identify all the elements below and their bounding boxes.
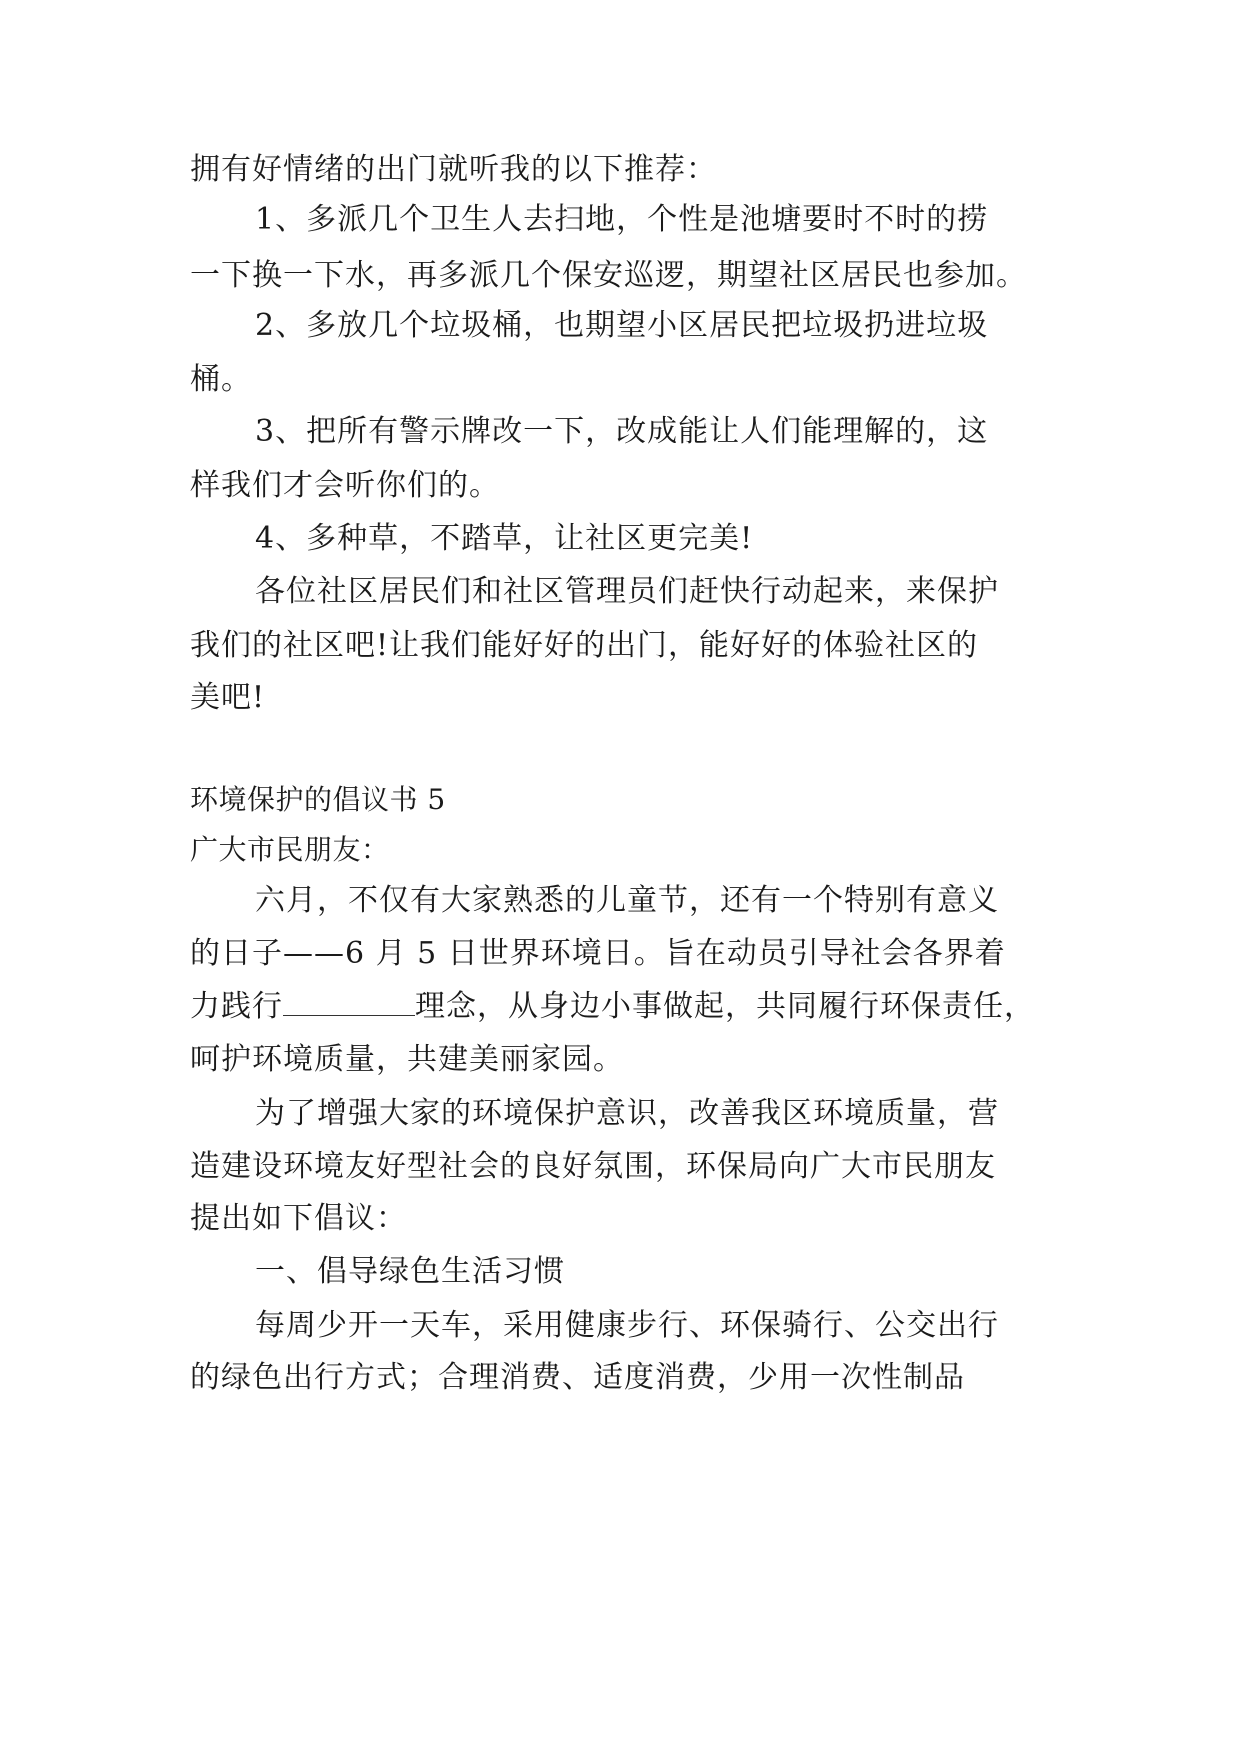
item2-line2: 桶。 (190, 362, 252, 397)
intro-text: 拥有好情绪的出门就听我的以下推荐： (190, 152, 717, 187)
salutation: 广大市民朋友： (190, 833, 390, 866)
p2-line1: 为了增强大家的环境保护意识，改善我区环境质量，营 (255, 1096, 999, 1131)
fill-in-blank (283, 991, 415, 1016)
item4-line: 4、多种草，不踏草，让社区更完美! (255, 521, 754, 556)
item3-line2: 样我们才会听你们的。 (190, 468, 500, 503)
p1-line4: 呵护环境质量，共建美丽家园。 (190, 1042, 624, 1077)
p1-line1: 六月，不仅有大家熟悉的儿童节，还有一个特别有意义 (255, 883, 999, 918)
p1-line3-start: 力践行 (190, 989, 283, 1024)
item3-line1: 3、把所有警示牌改一下，改成能让人们能理解的，这 (255, 414, 989, 449)
item2-line1: 2、多放几个垃圾桶，也期望小区居民把垃圾扔进垃圾 (255, 308, 989, 343)
p1-line3-end: 理念，从身边小事做起，共同履行环保责任， (415, 989, 1035, 1024)
p1-line3 (190, 987, 1035, 1027)
closing-line1: 各位社区居民们和社区管理员们赶快行动起来，来保护 (255, 574, 999, 609)
p2-line2: 造建设环境友好型社会的良好氛围，环保局向广大市民朋友 (190, 1149, 996, 1184)
p3-line2: 的绿色出行方式；合理消费、适度消费，少用一次性制品 (190, 1360, 965, 1395)
closing-line3: 美吧! (190, 680, 266, 715)
p3-line1: 每周少开一天车，采用健康步行、环保骑行、公交出行 (255, 1308, 999, 1343)
p2-line3: 提出如下倡议： (190, 1201, 407, 1236)
section-title: 环境保护的倡议书 5 (190, 783, 446, 816)
heading-1: 一、倡导绿色生活习惯 (255, 1254, 565, 1289)
item1-line1: 1、多派几个卫生人去扫地，个性是池塘要时不时的捞 (255, 202, 989, 237)
closing-line2: 我们的社区吧!让我们能好好的出门，能好好的体验社区的 (190, 628, 979, 663)
p1-line2: 的日子——6 月 5 日世界环境日。旨在动员引导社会各界着 (190, 936, 1006, 971)
item1-line2: 一下换一下水，再多派几个保安巡逻，期望社区居民也参加。 (190, 258, 1027, 293)
